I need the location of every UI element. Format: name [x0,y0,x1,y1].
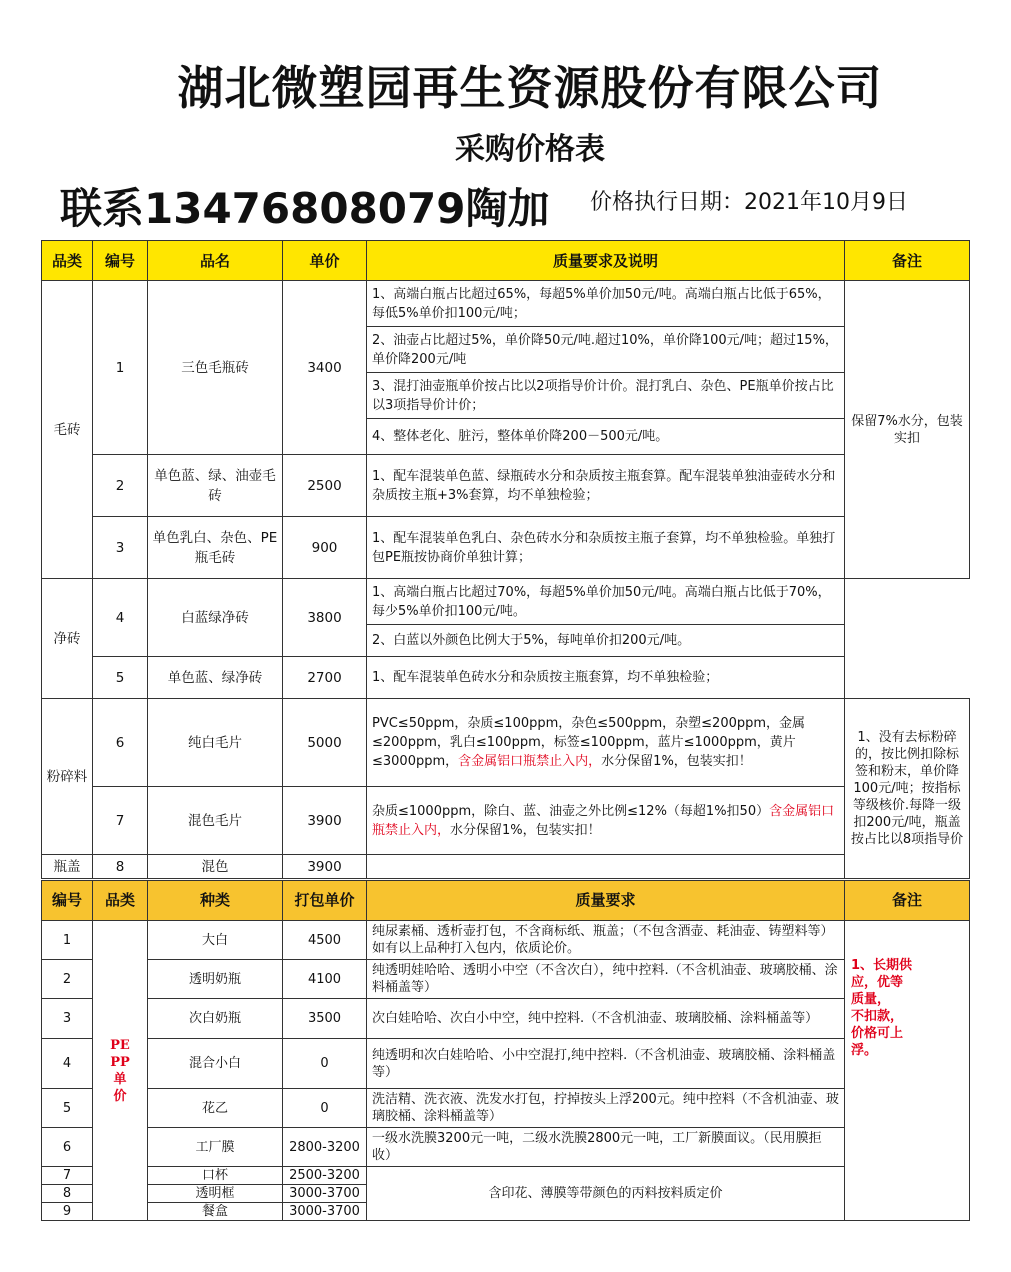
remark-cell: 保留7%水分，包装实扣 [845,281,970,579]
requirement-part: 杂质≤1000ppm，除白、蓝、油壶之外比例≤12%（每超1%扣50） [372,803,770,819]
item-name: 单色乳白、杂色、PE瓶毛砖 [148,517,283,579]
price-table-2 [41,880,970,1221]
requirement-text: 一级水洗膜3200元一吨，二级水洗膜2800元一吨，工厂新膜面议。（民用膜拒收） [367,1128,845,1167]
category-cell: 瓶盖 [42,855,93,879]
requirement-text: 洗洁精、洗衣液、洗发水打包，拧掉按头上浮200元。纯中控料（不含机油壶、玻璃胶桶、涂料桶盖等） [367,1089,845,1128]
requirement-text: 1、高端白瓶占比超过65%，每超5%单价加50元/吨。高端白瓶占比低于65%，每低5%单价扣100元/吨； [367,281,845,327]
item-number: 6 [42,1128,93,1167]
item-number: 3 [93,517,148,579]
requirement-text: 2、油壶占比超过5%，单价降50元/吨.超过10%，单价降100元/吨；超过15%，单价降200元/吨 [367,327,845,373]
item-number: 1 [93,281,148,455]
header-cell: 品名 [148,241,283,281]
item-number: 9 [42,1203,93,1221]
header-cell: 打包单价 [283,881,367,921]
effective-date: 价格执行日期：2021年10月9日 [590,190,908,215]
item-price: 5000 [283,699,367,787]
item-price: 900 [283,517,367,579]
table-row [42,787,970,855]
category-cell: 净砖 [42,579,93,699]
item-number: 2 [42,960,93,999]
item-number: 1 [42,921,93,960]
item-price: 4500 [283,921,367,960]
table-row [42,579,970,625]
remark-cell [845,921,970,1221]
header-cell: 种类 [148,881,283,921]
requirement-text: 纯透明和次白娃哈哈、小中空混打,纯中控料.（不含机油壶、玻璃胶桶、涂料桶盖等） [367,1039,845,1089]
requirement-text: 4、整体老化、脏污，整体单价降200－500元/吨。 [367,419,845,455]
header-cell: 编号 [42,881,93,921]
item-name: 三色毛瓶砖 [148,281,283,455]
table-row [42,1128,970,1167]
table-row [42,1167,970,1185]
item-price: 3000-3700 [283,1203,367,1221]
requirement-text: 1、配车混装单色蓝、绿瓶砖水分和杂质按主瓶套算。配车混装单独油壶砖水分和杂质按主瓶+3%套算，均不单独检验； [367,455,845,517]
requirement-text [367,855,845,879]
table-row [42,281,970,327]
item-kind: 次白奶瓶 [148,999,283,1039]
header-cell: 备注 [845,241,970,281]
requirement-text: 次白娃哈哈、次白小中空，纯中控料.（不含机油壶、玻璃胶桶、涂料桶盖等） [367,999,845,1039]
table-row [42,1039,970,1089]
item-number: 2 [93,455,148,517]
warning-text: 含金属铝口瓶禁止入内， [372,803,835,838]
category-text: PE [110,1037,130,1053]
header-cell: 品类 [93,881,148,921]
table-row [42,517,970,579]
item-price: 2500 [283,455,367,517]
item-number: 4 [42,1039,93,1089]
requirement-part: 水分保留1%，包装实扣！ [450,822,601,838]
item-name: 单色蓝、绿净砖 [148,657,283,699]
requirement-text: 3、混打油壶瓶单价按占比以2项指导价计价。混打乳白、杂色、PE瓶单价按占比以3项指导价计价； [367,373,845,419]
item-kind: 花乙 [148,1089,283,1128]
header-cell: 备注 [845,881,970,921]
table-header [42,241,970,281]
category-text: 价 [113,1088,127,1104]
remark-line: 1、长期供 [851,958,913,973]
item-number: 4 [93,579,148,657]
requirement-text: 1、配车混装单色乳白、杂色砖水分和杂质按主瓶子套算，均不单独检验。单独打包PE瓶按协商价单独计算； [367,517,845,579]
requirement-text: 含印花、薄膜等带颜色的丙料按料质定价 [367,1167,845,1221]
table-header [42,881,970,921]
requirement-part: 水分保留1%，包装实扣！ [601,754,752,769]
table-row [42,855,970,879]
requirement-text: 纯尿素桶、透析壶打包，不含商标纸、瓶盖；（不包含酒壶、耗油壶、铸塑料等）如有以上品种打入包内，依质论价。 [367,921,845,960]
item-price: 3900 [283,787,367,855]
category-cell [93,921,148,1221]
category-text: PP [110,1054,130,1070]
table-row [42,960,970,999]
item-kind: 透明框 [148,1185,283,1203]
item-number: 3 [42,999,93,1039]
item-price: 3800 [283,579,367,657]
item-price: 0 [283,1039,367,1089]
item-price: 2500-3200 [283,1167,367,1185]
item-number: 5 [93,657,148,699]
category-text: 单 [113,1071,127,1087]
header-cell: 单价 [283,241,367,281]
requirement-text: 2、白蓝以外颜色比例大于5%，每吨单价扣200元/吨。 [367,625,845,657]
contact-info: 联系13476808079陶加 [60,184,550,233]
item-name: 纯白毛片 [148,699,283,787]
item-price: 4100 [283,960,367,999]
item-number: 8 [42,1185,93,1203]
item-price: 3500 [283,999,367,1039]
item-kind: 工厂膜 [148,1128,283,1167]
item-price: 3000-3700 [283,1185,367,1203]
item-kind: 口杯 [148,1167,283,1185]
company-title: 湖北微塑园再生资源股份有限公司 [177,61,883,115]
item-kind: 大白 [148,921,283,960]
item-price: 3400 [283,281,367,455]
remark-cell: 1、没有去标粉碎的，按比例扣除标签和粉末，单价降100元/吨；按指标等级核价.每降一级扣200元/吨，瓶盖按占比以8项指导价 [845,699,970,879]
item-price: 0 [283,1089,367,1128]
item-price: 2700 [283,657,367,699]
header-cell: 编号 [93,241,148,281]
requirement-text [367,787,845,855]
remark-line: 质量， [851,992,891,1007]
table-row [42,999,970,1039]
remark-line: 价格可上 [851,1026,904,1041]
item-name: 单色蓝、绿、油壶毛砖 [148,455,283,517]
warning-text: 含金属铝口瓶禁止入内， [458,754,602,769]
item-name: 白蓝绿净砖 [148,579,283,657]
category-cell: 毛砖 [42,281,93,579]
table-row [42,921,970,960]
table-row [42,699,970,787]
item-price: 3900 [283,855,367,879]
item-number: 7 [93,787,148,855]
header-cell: 质量要求 [367,881,845,921]
item-name: 混色毛片 [148,787,283,855]
header-cell: 品类 [42,241,93,281]
item-price: 2800-3200 [283,1128,367,1167]
item-number: 6 [93,699,148,787]
table-row [42,455,970,517]
requirement-text: 1、高端白瓶占比超过70%，每超5%单价加50元/吨。高端白瓶占比低于70%，每少5%单价扣100元/吨。 [367,579,845,625]
item-kind: 餐盒 [148,1203,283,1221]
table-row [42,657,970,699]
requirement-text: 纯透明娃哈哈、透明小中空（不含次白），纯中控料.（不含机油壶、玻璃胶桶、涂料桶盖等） [367,960,845,999]
price-table-1 [41,240,970,879]
remark-line: 应，优等 [851,975,904,990]
header-cell: 质量要求及说明 [367,241,845,281]
requirement-part: PVC≤50ppm，杂质≤100ppm，杂色≤500ppm，杂塑≤200ppm，金属≤200ppm，乳白≤100ppm，标签≤100ppm，蓝片≤1000ppm，黄片≤3000ppm， [372,716,806,769]
requirement-text [367,699,845,787]
page-subtitle: 采购价格表 [455,132,605,167]
item-number: 7 [42,1167,93,1185]
remark-line: 浮。 [851,1043,878,1058]
item-name: 混色 [148,855,283,879]
table-row [42,1089,970,1128]
remark-line: 不扣款， [851,1009,904,1024]
requirement-text: 1、配车混装单色砖水分和杂质按主瓶套算，均不单独检验； [367,657,845,699]
category-cell: 粉碎料 [42,699,93,855]
item-number: 5 [42,1089,93,1128]
item-kind: 混合小白 [148,1039,283,1089]
item-kind: 透明奶瓶 [148,960,283,999]
item-number: 8 [93,855,148,879]
